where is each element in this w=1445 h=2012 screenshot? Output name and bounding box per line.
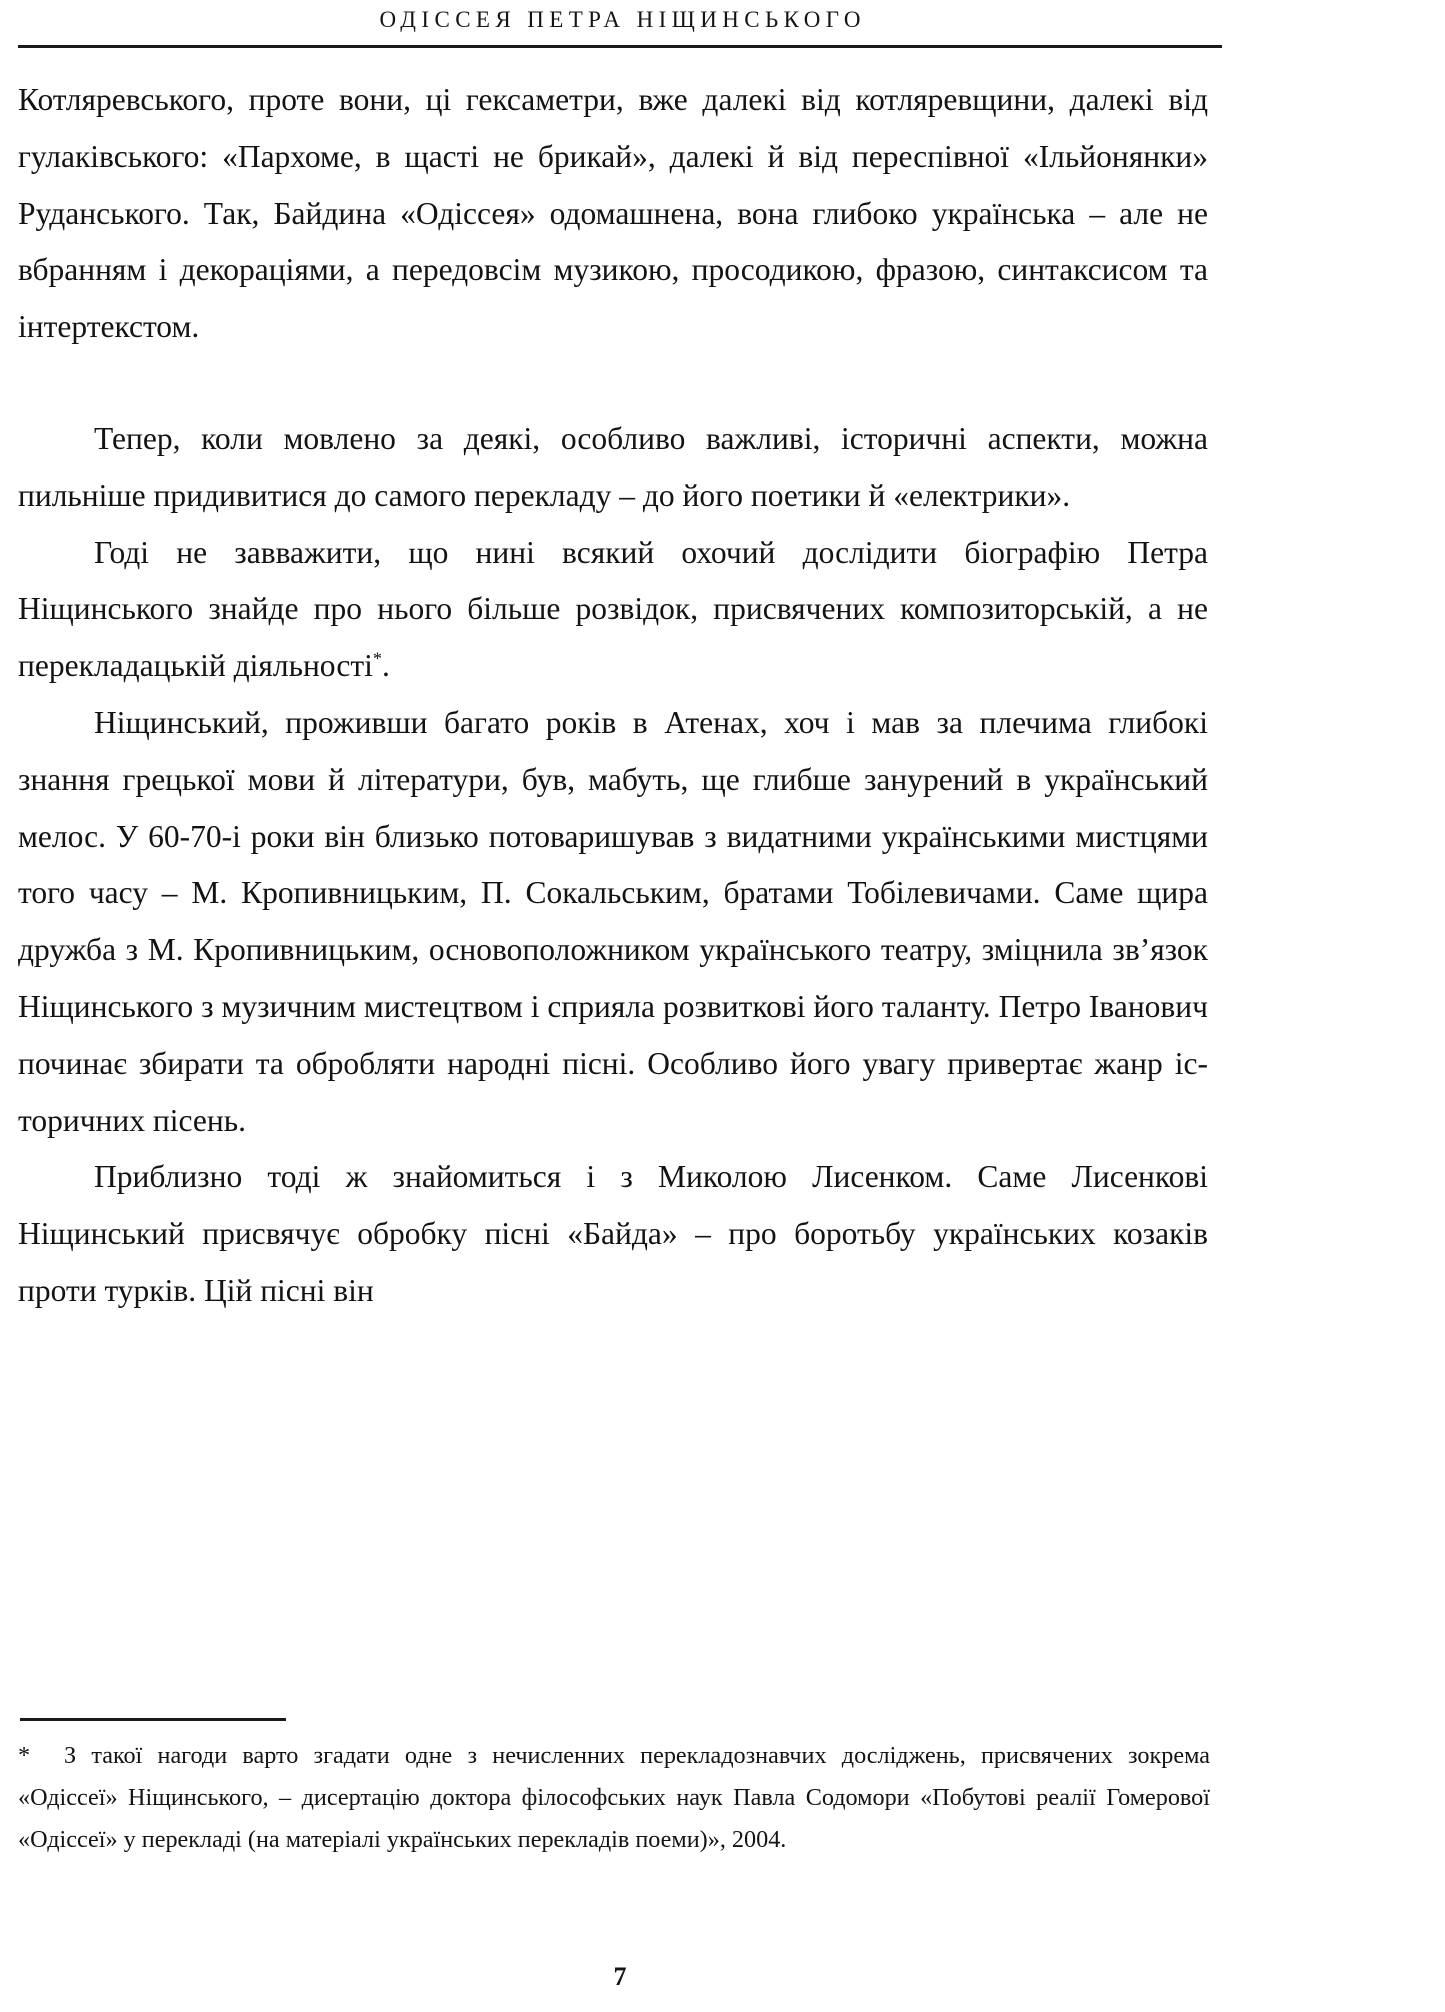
footnote-text: З такої нагоди варто згадати одне з нечисленних перекладознавчих досліджень, присвячених зокрема «Одіссеї» Ніщинського, – дисертацію доктора філософських наук Павла Содомори «Побутові реалії Гомерової «Одіссеї» у перекладі (на матеріалі українських перекладів поеми)», 2004. <box>18 1742 1210 1853</box>
paragraph-godi-period: . <box>381 648 390 684</box>
paragraph-pryblyzno: Приблизно тоді ж знайомиться і з Миколою Лисенком. Саме Лисенкові Ніщинський присвячує обробку пісні «Байда» – про боротьбу українських козаків проти турків. Цій пісні він <box>18 1159 1208 1308</box>
header-divider-rule <box>18 45 1222 48</box>
paragraph-nishchynskyi: Ніщинський, проживши багато років в Атенах, хоч і мав за плечима глибокі знання грецької мови й літератури, був, мабуть, ще глибше занурений в український мелос. У 60-70-і роки він близько потоваришував з видатними українськими мистцями того часу – М. Кропивницьким, П. Сокальським, братами Тобілевичами. Саме щира дружба з М. Кропивницьким, основоположником українського театру, зміцнила зв’язок Ніщинського з музичним мистецтвом і сприяла розвиткові його таланту. Петро Іванович починає збирати та обробляти народні пісні. Особливо його увагу привертає жанр історичних пісень. <box>18 704 1208 1138</box>
paragraph-godi <box>18 525 1208 695</box>
page-number: 7 <box>613 1962 627 1991</box>
footnote-reference-marker[interactable]: * <box>372 648 382 669</box>
footnote-separator-rule <box>20 1718 286 1721</box>
running-header-title: ОДІССЕЯ ПЕТРА НІЩИНСЬКОГО <box>379 7 866 32</box>
footnote-entry <box>18 1735 1210 1861</box>
body-text-block <box>18 72 1208 1320</box>
paragraph-godi-text: Годі не завважити, що нині всякий охочий дослідити біографію Петра Ніщинського знайде про нього більше розвідок, присвячених композиторській, а не перекладацькій діяльності <box>18 534 1208 684</box>
paragraph-teper: Тепер, коли мовлено за деякі, особливо важливі, історичні аспекти, можна пильніше придивитися до самого перекладу – до його поетики й «електрики». <box>18 420 1208 513</box>
footnote-marker-star: * <box>18 1742 31 1769</box>
footnote-area <box>18 1718 1210 1861</box>
paragraph-continued: Котляревського, проте вони, ці гексаметри, вже далекі від котляревщини, далекі від гулаківського: «Пархоме, в щасті не брикай», далекі й від переспівної «Ільйонянки» Руданського. Так, Байдина «Одіссея» одомашнена, вона глибоко українська – але не вбранням і декораціями, а передовсім музикою, просодикою, фразою, синтаксисом та інтертекстом. <box>18 82 1208 345</box>
